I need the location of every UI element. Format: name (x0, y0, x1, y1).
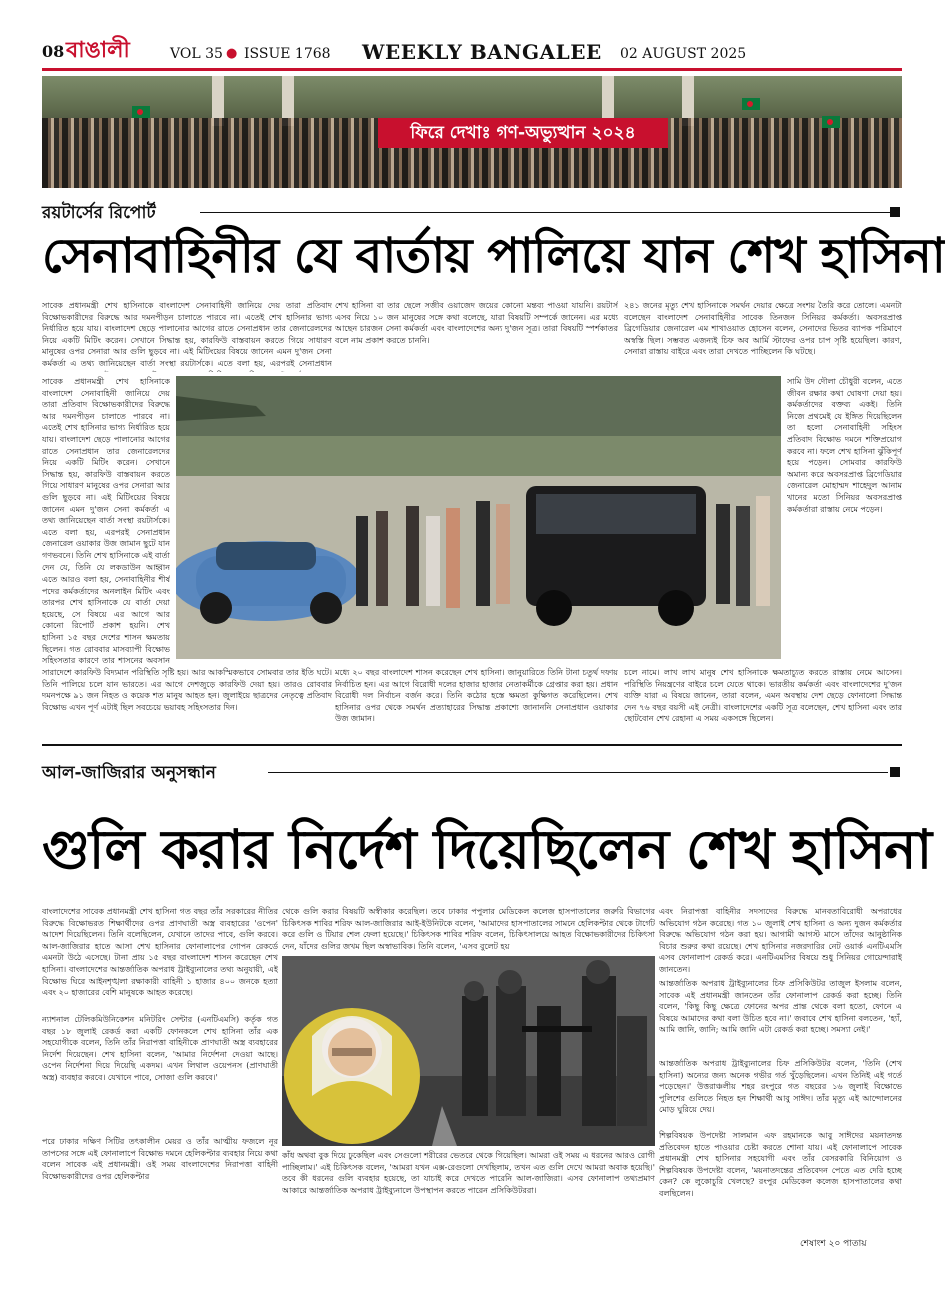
article2-col2-top: থেকে গুলি করার বিষয়টি অস্বীকার করেছিল। তবে ঢাকার পপুলার মেডিকেল কলেজ হাসপাতালের জরুরি বিভাগের চিকিৎসক শাবির শরিফ আল-জাজিরার আই-ইউনিটকে বলেন, 'আমাদের হাসপাতালের সামনে হেলিকপ্টার থেকে টার্গেট করে গুলি ও টিয়ার শেল ফেলা হয়েছে।' চিকিৎসক শাবির শরিফ বলেন, চিকিৎসালয়ে আহত বিক্ষোভকারীদের চিকিৎসা দেন, যাঁদের গুলির জখম ছিল অস্বাভাবিক। তিনি বলেন, 'এসব বুলেট হয় (282, 907, 655, 951)
article1-col4: সামি উদ দৌলা চৌধুরী বলেন, এতে জীবন রক্ষার কথা ঘোষণা দেয়া হয়। কর্মকর্তাদের বক্তব্য একই। তিনি নিজে প্রথমেই যে ইঙ্গিত দিয়েছিলেন তা হলো সেনাবাহিনী সহিংস প্রতিবাদ বিক্ষোভ দমনে শক্তিপ্রয়োগ করবে না। ফলে শেখ হাসিনা ঝুঁকিপূর্ণ হয়ে পড়েন। সোমবার কারফিউ অমান্য করে অবসরপ্রাপ্ত ব্রিগেডিয়ার জেনারেল মোহাম্মদ শাহেদুল আনাম খানের মতো সিনিয়র অবসরপ্রাপ্ত কর্মকর্তারা রাস্তায় নেমে পড়েন। (787, 377, 902, 514)
flag-icon (742, 98, 760, 110)
flag-icon (822, 116, 840, 128)
separator-dot-icon: ● (226, 46, 238, 61)
article2-col3-c: শিল্পবিষয়ক উপদেষ্টা সালমান এফ রহমানকে আবু সাঈদের ময়নাতদন্ত প্রতিবেদন হাতে পাওয়ার চেষ্টা করতে শোনা যায়। এই ফোনালাপে সাবেক প্রধানমন্ত্রী শেখ হাসিনার সহযোগী এবং তাঁর বেসরকারি বিনিয়োগ ও শিল্পবিষয়ক উপদেষ্টা বলেন, 'ময়নাতদন্তের প্রতিবেদন পেতে এত দেরি হচ্ছে কেন? কে লুকোচুরি খেলছে? রংপুর মেডিকেল কলেজ হাসপাতালের কথা বলছিলেন। (659, 1131, 902, 1198)
motorcade-photo (176, 376, 781, 659)
kicker-square-icon (890, 767, 900, 777)
article1-bottom-col2: মধ্যে ২০ বছর বাংলাদেশ শাসন করেছেন শেখ হাসিনা। জানুয়ারিতে তিনি টানা চতুর্থ দফায় নির্বাচিত হন। এর আগে বিরোধী দলের হাজার হাজার নেতাকর্মীকে গ্রেপ্তার করা হয়। প্রধান বিরোধী দল নির্বাচন বর্জন করে। তিনি কঠোর হস্তে ক্ষমতা কুক্ষিগত করেছিলেন। শেখ হাসিনার ওপর থেকে সমর্থন প্রত্যাহারের সিদ্ধান্ত প্রকাশ্যে জানাননি সেনাপ্রধান ওয়াকার উজ জামান। (335, 668, 618, 724)
article1-bottom-col1: সারাদেশে কারফিউ বিদ্যমান পরিস্থিতি সৃষ্টি হয়। আর আকস্মিকভাবে সোমবার তার ইতি ঘটে। তিনি পালিয়ে চলে যান ভারতে। এর আগে দেশজুড়ে কারফিউ দেয়া হয়। তারও রোববার দমনপক্ষে ৯১ জন নিহত ও কয়েক শত মানুষ আহত হন। জুলাইয়ে ছাত্রদের নেতৃত্বে প্রতিবাদ বিক্ষোভ এখন পূর্ণ এটাই ছিল সবচেয়ে ভয়াবহ সহিংসতার দিন। (42, 668, 332, 712)
page-number: 08 (42, 42, 65, 61)
article2-headline: গুলি করার নির্দেশ দিয়েছিলেন শেখ হাসিনা (42, 818, 932, 881)
article1-col3-top: ২৪১ জনের মৃত্যু শেখ হাসিনাকে সমর্থন দেয়ার ক্ষেত্রে সংশয় তৈরি করে তোলে। এমনটা বলেছেন বাংলাদেশ সেনাবাহিনীর সাবেক তিনজন সিনিয়র কর্মকর্তা। অবসরপ্রাপ্ত ব্রিগেডিয়ার জেনারেল এম শাখাওয়াত হোসেন বলেন, সেনাদের ভিতর ব্যাপক পরিমাণে অস্বস্তি ছিল। সম্ভবত এজন্যই চিফ অব আর্মি স্টাফের ওপর চাপ সৃষ্টি হয়েছিল। কারণ, সেনারা রাস্তায় বাইরে এবং তারা দেখতে পাচ্ছিলেন কি ঘটছে। (624, 301, 902, 357)
article1-kicker: রয়টার্সের রিপোর্ট (42, 203, 156, 223)
article2-col2-bottom: কাঁধ অথবা বুক দিয়ে ঢুকেছিল এবং সেগুলো শরীরের ভেতরে থেকে গিয়েছিল। আমরা ওই সময় এ ধরনের আরও রোগী পাচ্ছিলাম।' এই চিকিৎসক বলেন, 'আমরা যখন এক্স-রেগুলো দেখছিলাম, তখন এত গুলি দেখে আমরা অবাক হয়েছি।' তবে কী ধরনের গুলি ব্যবহার হয়েছে, তা যাচাই করে দেখতে পারেনি আল-জাজিরা। এসব ফোনালাপ তথ্যপ্রমাণ আকারে আন্তর্জাতিক অপরাধ ট্রাইব্যুনালে উপস্থাপন করতে পারেন প্রসিকিউটররা। (282, 1151, 655, 1195)
crackdown-photo (282, 956, 655, 1146)
article2-col1: বাংলাদেশের সাবেক প্রধানমন্ত্রী শেখ হাসিনা গত বছর তাঁর সরকারের নীতির বিরুদ্ধে বিক্ষোভরত শিক্ষার্থীদের ওপর প্রাণঘাতী অস্ত্র ব্যবহারের 'ওপেন' আদেশ দিয়েছিলেন। তিনি বলেছিলেন, যেখানে তাদের পাবে, গুলি করবে। আল-জাজিরার হাতে আসা শেখ হাসিনার ফোনালাপের গোপন রেকর্ডে এমনটা উঠে এসেছে। টানা প্রায় ১৫ বছর বাংলাদেশ শাসন করেছেন শেখ হাসিনা। বাংলাদেশের আন্তর্জাতিক অপরাধ ট্রাইব্যুনালের তথ্য অনুযায়ী, এই বিক্ষোভ ঘিরে আইনশৃঙ্খলা রক্ষাকারী বাহিনী ১ হাজার ৪০০ জনকে হত্যা এবং ২০ হাজারের বেশি মানুষকে আহত করেছে। (42, 907, 278, 998)
article1-col2-top: শেখ হাসিনা বা তার ছেলে সজীব ওয়াজেদ জয়ের কোনো মন্তব্য পাওয়া যায়নি। রয়টার্স এসব নিয়ে ১০ জন মানুষের সঙ্গে কথা বলেছে, যারা বিষয়টি সম্পর্কে জানেন। এর মধ্যে আছেন চারজন সেনা কর্মকর্তা এবং বাংলাদেশের অন্য দু'জন সূত্র। তারা বিষয়টি স্পর্শকাতর বলে নাম প্রকাশ করতে চাননি। (335, 301, 618, 345)
article2-col1b: ন্যাশনাল টেলিকমিউনিকেশন মনিটরিং সেন্টার (এনটিএমসি) কর্তৃক গত বছর ১৮ জুলাই রেকর্ড করা একটি ফোনকলে শেখ হাসিনা তাঁর এক সহযোগীকে বলেন, তিনি তাঁর নিরাপত্তা বাহিনীকে প্রাণঘাতী অস্ত্র ব্যবহারের নির্দেশ দিয়েছেন। শেখ হাসিনা বলেন, 'আমার নির্দেশনা দেওয়া আছে। ওপেন নির্দেশনা দিয়ে দিয়েছি একদম। এখন লিথাল ওয়েপনস (প্রাণঘাতী অস্ত্র) ব্যবহার করবে। যেখানে পাবে, সোজা গুলি করবে।' (42, 1015, 278, 1082)
article2-kicker: আল-জাজিরার অনুসন্ধান (42, 763, 216, 783)
article1-col1: সাবেক প্রধানমন্ত্রী শেখ হাসিনাকে বাংলাদেশ সেনাবাহিনী জানিয়ে দেয় তারা প্রতিবাদ বিক্ষোভকারীদের বিরুদ্ধে আর দমনপীড়ন চালাতে পারবে না। এতেই শেখ হাসিনার ভাগ্য নির্ধারিত হয়ে যায়। বাংলাদেশ ছেড়ে পালানোর আগের রাতে সেনাপ্রধান তার জেনারেলদের নিয়ে একটি মিটিং করেন। সেখানে সিদ্ধান্ত হয়, কারফিউ বাস্তবায়ন করতে গিয়ে সাধারণ মানুষের ওপর সেনারা আর গুলি ছুড়বে না। এই মিটিংয়ের বিষয়ে জানেন এমন দু'জন সেনা কর্মকর্তা এ তথ্য জানিয়েছেন বার্তা সংস্থা রয়টার্সকে। এতে বলা হয়, এরপরই সেনাপ্রধান জেনারেল ওয়াকার উজ জামান ছুটে যান গণভবনে। তিনি শেখ হাসিনাকে এই বার্তা দেন যে, তিনি যে লকডাউন আহ্বান (42, 377, 170, 572)
masthead-title: WEEKLY BANGALEE (362, 40, 602, 64)
article1-col1-cont: এতে আরও বলা হয়, সেনাবাহিনীর শীর্ষ পদের কর্মকর্তাদের অনলাইন মিটিং এবং তারপর শেখ হাসিনাকে যে বার্তা দেয়া হয়েছে, সে বিষয়ে এর আগে আর কোনো রিপোর্ট প্রকাশ হয়নি। শেখ হাসিনা ১৫ বছর দেশের শাসন ক্ষমতায় ছিলেন। গত রোববার মাসব্যাপী বিক্ষোভ সহিংসতার কারণে তার শাসনের অবসান (42, 575, 170, 666)
flag-icon (132, 106, 150, 118)
article1-headline: সেনাবাহিনীর যে বার্তায় পালিয়ে যান শেখ হাসিনা (42, 228, 945, 284)
volume-label: VOL 35 (170, 46, 223, 62)
newspaper-logo: বাঙালী (66, 38, 130, 63)
continued-note: শেষাংশ ২০ পাতায় (800, 1239, 867, 1249)
issue-label: ISSUE 1768 (244, 46, 331, 62)
banner-caption: ফিরে দেখাঃ গণ-অভ্যুত্থান ২০২৪ (378, 118, 668, 148)
crackdown-illustration (282, 956, 655, 1146)
article2-col1c: পরে ঢাকার দক্ষিণ সিটির তৎকালীন মেয়র ও তাঁর আত্মীয় ফজলে নূর তাপসের সঙ্গে এই ফোনালাপে বিক্ষোভ দমনে হেলিকপ্টার ব্যবহার নিয়ে কথা বলেন সাবেক এই প্রধানমন্ত্রী। ওই সময় বাংলাদেশের নিরাপত্তা বাহিনী বিক্ষোভকারীদের ওপর হেলিকপ্টার (42, 1137, 278, 1181)
article2-col3-b: আন্তর্জাতিক অপরাধ ট্রাইব্যুনালের চিফ প্রসিকিউটর বলেন, 'তিনি (শেখ হাসিনা) অন্যের জন্য অনেক গভীর গর্ত খুঁড়েছিলেন। এখন তিনিই এই গর্তে পড়েছেন।' উত্তরাঞ্চলীয় শহর রংপুরে গত বছরের ১৬ জুলাই বিক্ষোভে পুলিশের গুলিতে নিহত হন শিক্ষার্থী আবু সাঈদ। তাঁর মৃত্যু এই আন্দোলনের মোড় ঘুরিয়ে দেয়। (659, 1059, 902, 1115)
header-rule (42, 68, 902, 71)
article1-bottom-col3: চলে নামে। লাখ লাখ মানুষ শেখ হাসিনাকে ক্ষমতাচ্যুত করতে রাস্তায় নেমে আসেন। পরিস্থিতি নিয়ন্ত্রণের বাইরে চলে যেতে থাকে। ভারতীয় কর্মকর্তা এবং বাংলাদেশের দু'জন ব্যক্তি যারা এ বিষয়ে জানেন, তারা বলেন, এমন অবস্থায় দেশ ছেড়ে ফোনালো সিদ্ধান্ত দেন ৭৬ বছর বয়সী এই নেত্রী। বাংলাদেশের একটি সূত্র বলেছেন, শেখ হাসিনা এবং তার ছোটবোন শেখ রেহানা এ সময় একসঙ্গে ছিলেন। (624, 668, 902, 724)
banner-photo (42, 76, 902, 188)
article2-col3-top: এবং নিরাপত্তা বাহিনীর সদস্যদের বিরুদ্ধে মানবতাবিরোধী অপরাধের অভিযোগ গঠন করেছে। গত ১০ জুলাই শেখ হাসিনা ও অন্য দুজন কর্মকর্তার বিরুদ্ধে অভিযোগ গঠন করা হয়। আগামী আগস্ট মাসে তাঁদের আনুষ্ঠানিক বিচার শুরুর কথা রয়েছে। শেখ হাসিনার নজরদারির নেট ওয়ার্ক এনটিএমসি এসব ফোনালাপ রেকর্ড করে। এনটিএমসির বিষয়ে শুধু সিনিয়র গোয়েন্দারাই জানতেন। (659, 907, 902, 974)
section-divider (42, 744, 902, 746)
kicker-rule (268, 772, 888, 773)
issue-date: 02 AUGUST 2025 (620, 46, 747, 62)
article1-lead: সাবেক প্রধানমন্ত্রী শেখ হাসিনাকে বাংলাদেশ সেনাবাহিনী জানিয়ে দেয় তারা প্রতিবাদ বিক্ষোভকারীদের বিরুদ্ধে আর দমনপীড়ন চালাতে পারবে না। এতেই শেখ হাসিনার ভাগ্য নির্ধারিত হয়ে যায়। বাংলাদেশ ছেড়ে পালানোর আগের রাতে সেনাপ্রধান তার জেনারেলদের নিয়ে একটি মিটিং করেন। সেখানে সিদ্ধান্ত হয়, কারফিউ বাস্তবায়ন করতে গিয়ে সাধারণ মানুষের ওপর সেনারা আর গুলি ছুড়বে না। এই মিটিংয়ের বিষয়ে জানেন এমন দু'জন সেনা কর্মকর্তা এ তথ্য জানিয়েছেন বার্তা সংস্থা রয়টার্সকে। এতে বলা হয়, এরপরই সেনাপ্রধান (42, 301, 332, 368)
motorcade-illustration (176, 376, 781, 659)
kicker-square-icon (890, 207, 900, 217)
kicker-rule (200, 212, 890, 213)
article2-col3-mid: আন্তর্জাতিক অপরাধ ট্রাইব্যুনালের চিফ প্রসিকিউটর তাজুল ইসলাম বলেন, সাবেক এই প্রধানমন্ত্রী জানতেন তাঁর ফোনালাপ রেকর্ড করা হচ্ছে। তিনি বলেন, 'কিছু কিছু ক্ষেত্রে ফোনের অপর প্রান্ত থেকে বলা হতো, ফোনে এ বিষয়ে আমাদের কথা বলা উচিত হবে না।' জবাবে শেখ হাসিনা বলতেন, 'হ্যাঁ, আমি জানি, জানি; আমি জানি এটা রেকর্ড করা হচ্ছে। সমস্যা নেই।' (659, 979, 902, 1035)
